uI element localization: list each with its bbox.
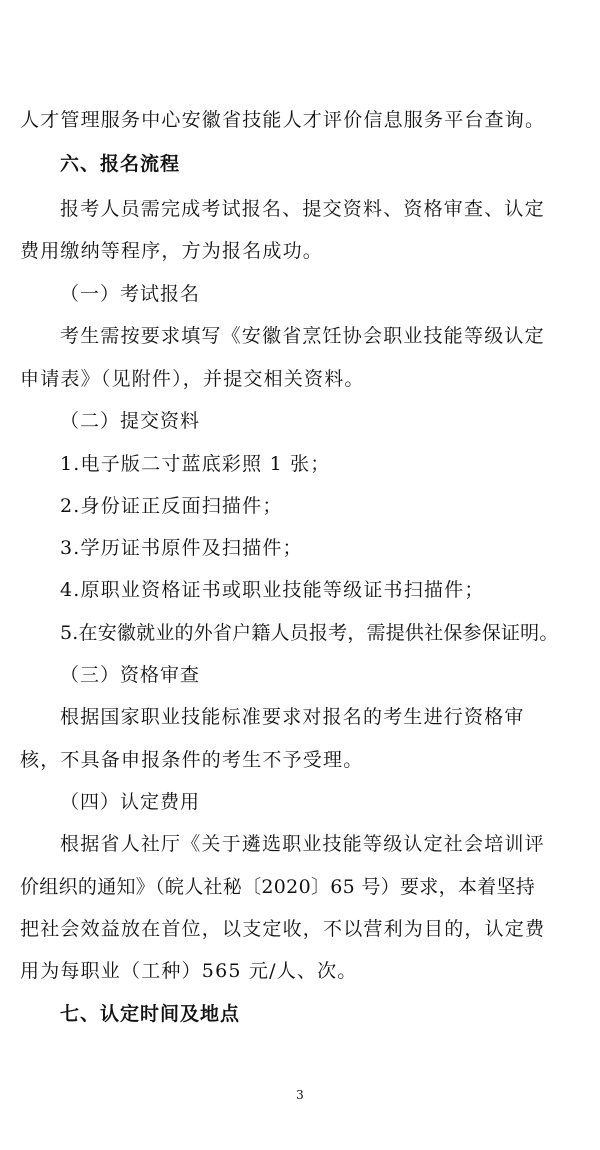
section-heading-registration-process: 六、报名流程 <box>60 153 181 175</box>
subsection-heading-certification-fee: （四）认定费用 <box>60 791 201 813</box>
subsection-heading-submit-materials: （二）提交资料 <box>60 410 201 432</box>
subsection-heading-qualification-review: （三）资格审查 <box>60 664 201 686</box>
subsection-heading-exam-registration: （一）考试报名 <box>60 283 201 305</box>
paragraph-line: 根据国家职业技能标准要求对报名的考生进行资格审 <box>60 706 525 728</box>
list-item: 5.在安徽就业的外省户籍人员报考，需提供社保参保证明。 <box>60 622 559 644</box>
paragraph-line: 申请表》（见附件），并提交相关资料。 <box>20 368 365 390</box>
list-item: 1.电子版二寸蓝底彩照 1 张； <box>60 453 331 475</box>
paragraph-line: 人才管理服务中心安徽省技能人才评价信息服务平台查询。 <box>20 109 546 131</box>
list-item: 2.身份证正反面扫描件； <box>60 495 283 517</box>
section-heading-certification-time-place: 七、认定时间及地点 <box>60 1003 241 1025</box>
list-item: 3.学历证书原件及扫描件； <box>60 537 303 559</box>
paragraph-line: 报考人员需完成考试报名、提交资料、资格审查、认定 <box>60 198 545 220</box>
paragraph-line: 费用缴纳等程序，方为报名成功。 <box>20 240 324 262</box>
paragraph-line: 把社会效益放在首位，以支定收，不以营利为目的，认定费 <box>20 918 546 940</box>
page-number: 3 <box>296 1088 304 1102</box>
list-item: 4.原职业资格证书或职业技能等级证书扫描件； <box>60 579 485 601</box>
paragraph-line: 根据省人社厅《关于遴选职业技能等级认定社会培训评 <box>60 833 545 855</box>
paragraph-line: 价组织的通知》（皖人社秘〔2020〕65 号）要求，本着坚持 <box>20 876 536 898</box>
paragraph-line: 用为每职业（工种）565 元/人、次。 <box>20 960 358 982</box>
paragraph-line: 核，不具备申报条件的考生不予受理。 <box>20 749 364 771</box>
paragraph-line: 考生需按要求填写《安徽省烹饪协会职业技能等级认定 <box>60 325 545 347</box>
